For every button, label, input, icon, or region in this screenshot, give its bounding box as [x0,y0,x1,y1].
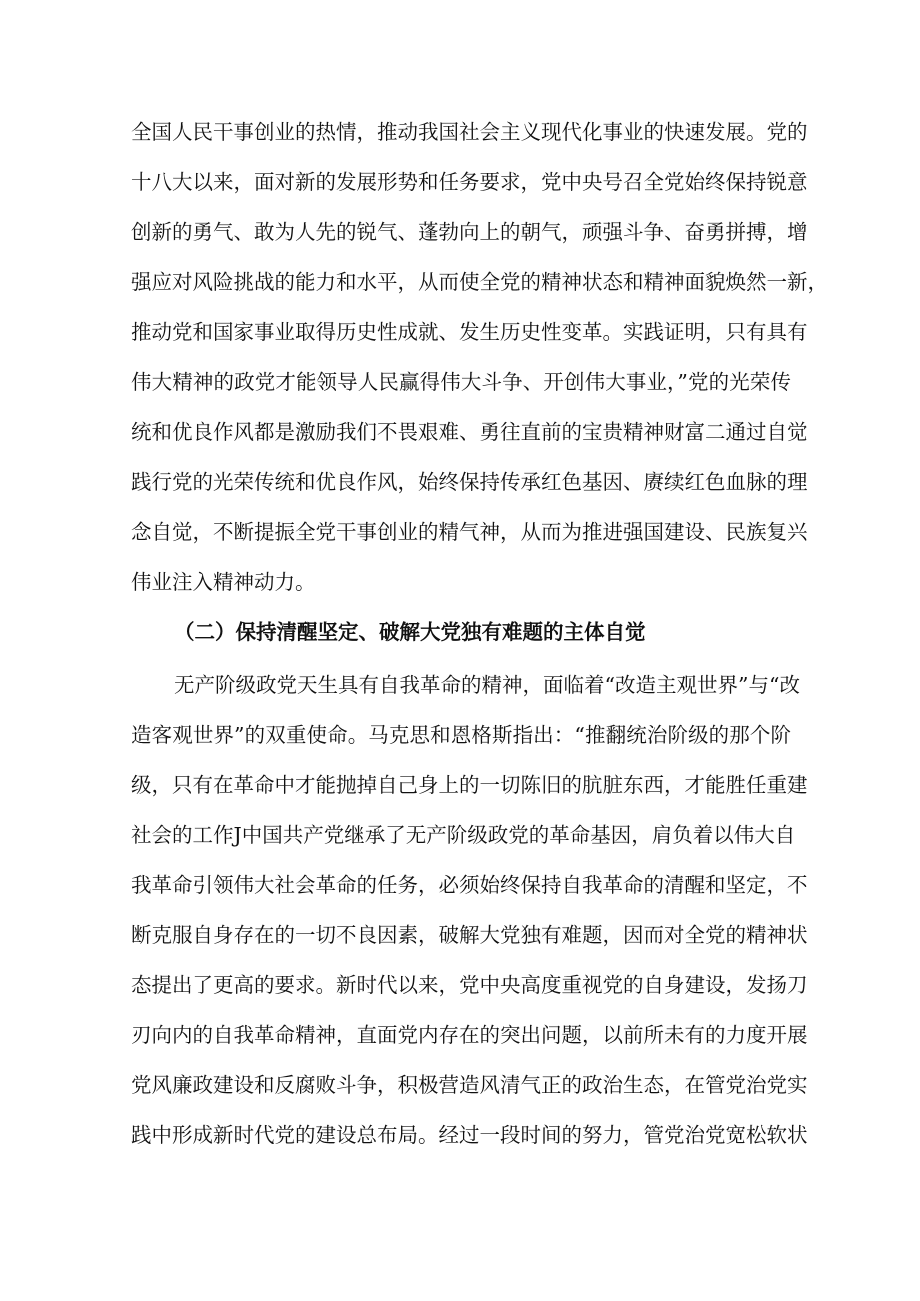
paragraph-line: 社会的工作J中国共产党继承了无产阶级政党的革命基因，肩负着以伟大自 [131,823,796,847]
section-heading: （二）保持清醒坚定、破解大党独有难题的主体自觉 [174,620,646,644]
paragraph-line: 伟业注入精神动力。 [131,570,316,594]
paragraph-line: 十八大以来，面对新的发展形势和任务要求，党中央号召全党始终保持锐意 [131,170,808,194]
paragraph-line: 造客观世界”的双重使命。马克思和恩格斯指出：“推翻统治阶级的那个阶 [131,723,791,747]
paragraph-line: 强应对风险挑战的能力和水平，从而使全党的精神状态和精神面貌焕然一新， [131,270,828,294]
paragraph-line: 推动党和国家事业取得历史性成就、发生历史性变革。实践证明，只有具有 [131,320,808,344]
paragraph-line: 刃向内的自我革命精神，直面党内存在的突出问题，以前所未有的力度开展 [131,1023,808,1047]
paragraph-line: 全国人民干事创业的热情，推动我国社会主义现代化事业的快速发展。党的 [131,120,808,144]
paragraph-line: 断克服自身存在的一切不良因素，破解大党独有难题，因而对全党的精神状 [131,923,808,947]
paragraph-line: 伟大精神的政党才能领导人民赢得伟大斗争、开创伟大事业，”党的光荣传 [131,370,791,394]
paragraph-line: 统和优良作风都是激励我们不畏艰难、勇往直前的宝贵精神财富二通过自觉 [131,420,808,444]
paragraph-line: 践中形成新时代党的建设总布局。经过一段时间的努力，管党治党宽松软状 [131,1123,808,1147]
paragraph-line: 我革命引领伟大社会革命的任务，必须始终保持自我革命的清醒和坚定，不 [131,873,808,897]
paragraph-line: 态提出了更高的要求。新时代以来，党中央高度重视党的自身建设，发扬刀 [131,973,808,997]
paragraph-line: 无产阶级政党天生具有自我革命的精神，面临着“改造主观世界”与“改 [174,673,800,697]
paragraph-line: 级，只有在革命中才能抛掉自己身上的一切陈旧的肮脏东西，才能胜任重建 [131,773,808,797]
paragraph-line: 创新的勇气、敢为人先的锐气、蓬勃向上的朝气，顽强斗争、奋勇拼搏，增 [131,220,808,244]
paragraph-line: 践行党的光荣传统和优良作风，始终保持传承红色基因、赓续红色血脉的理 [131,470,808,494]
paragraph-line: 念自觉，不断提振全党干事创业的精气神，从而为推进强国建设、民族复兴 [131,520,808,544]
paragraph-line: 党风廉政建设和反腐败斗争，积极营造风清气正的政治生态，在管党治党实 [131,1073,808,1097]
